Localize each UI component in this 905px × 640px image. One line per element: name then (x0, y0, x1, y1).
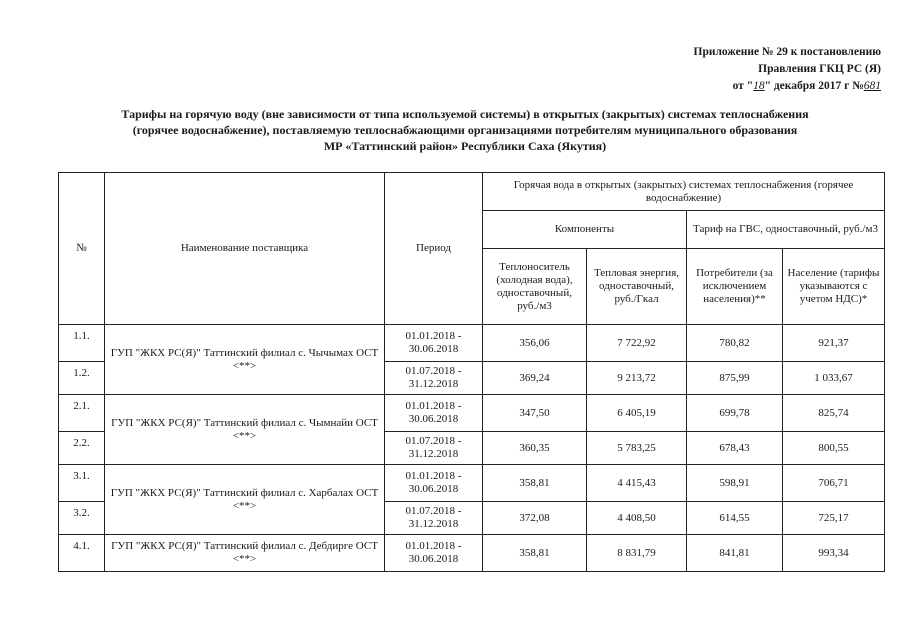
energy-value: 7 722,92 (587, 325, 687, 362)
energy-value: 4 415,43 (587, 465, 687, 502)
consumers-value: 841,81 (687, 535, 783, 572)
header-group: Горячая вода в открытых (закрытых) системах теплоснабжения (горячее водоснабжение) (483, 173, 885, 211)
table-row (59, 395, 885, 432)
population-value: 921,37 (783, 325, 885, 362)
header-supplier: Наименование поставщика (105, 173, 385, 325)
population-value: 800,55 (783, 432, 885, 465)
consumers-value: 875,99 (687, 362, 783, 395)
title-line-3: МР «Таттинский район» Республики Саха (Якутия) (323, 139, 607, 153)
period: 01.01.2018 - 30.06.2018 (385, 465, 483, 502)
decree-number: 681 (863, 80, 881, 92)
energy-value: 4 408,50 (587, 502, 687, 535)
tariff-table (58, 172, 885, 572)
coolant-value: 356,06 (483, 325, 587, 362)
document-title (60, 106, 870, 154)
population-value: 725,17 (783, 502, 885, 535)
supplier-name: ГУП "ЖКХ РС(Я)" Таттинский филиал с. Чымнайи ОСТ <**> (105, 395, 385, 465)
consumers-value: 598,91 (687, 465, 783, 502)
energy-value: 6 405,19 (587, 395, 687, 432)
row-num: 1.2. (59, 362, 105, 395)
appendix-line-2: Правления ГКЦ РС (Я) (758, 63, 881, 75)
coolant-value: 360,35 (483, 432, 587, 465)
table-row (59, 465, 885, 502)
coolant-value: 369,24 (483, 362, 587, 395)
header-consumers: Потребители (за исключением населения)** (687, 249, 783, 325)
coolant-value: 358,81 (483, 465, 587, 502)
period: 01.01.2018 - 30.06.2018 (385, 395, 483, 432)
population-value: 706,71 (783, 465, 885, 502)
population-value: 825,74 (783, 395, 885, 432)
energy-value: 8 831,79 (587, 535, 687, 572)
header-num: № (59, 173, 105, 325)
consumers-value: 614,55 (687, 502, 783, 535)
header-coolant: Теплоноситель (холодная вода), одноставочный, руб./м3 (483, 249, 587, 325)
consumers-value: 678,43 (687, 432, 783, 465)
consumers-value: 699,78 (687, 395, 783, 432)
period: 01.07.2018 - 31.12.2018 (385, 362, 483, 395)
coolant-value: 347,50 (483, 395, 587, 432)
title-line-2: (горячее водоснабжение), поставляемую теплоснабжающими организациями потребителям муниципального образования (132, 123, 798, 137)
appendix-block (561, 44, 881, 95)
energy-value: 5 783,25 (587, 432, 687, 465)
appendix-line-1: Приложение № 29 к постановлению (693, 46, 881, 58)
title-line-1: Тарифы на горячую воду (вне зависимости от типа используемой системы) в открытых (закрытых) системах теплоснабжения (121, 107, 809, 121)
period: 01.07.2018 - 31.12.2018 (385, 432, 483, 465)
supplier-name: ГУП "ЖКХ РС(Я)" Таттинский филиал с. Харбалах ОСТ <**> (105, 465, 385, 535)
table-row (59, 535, 885, 572)
supplier-name: ГУП "ЖКХ РС(Я)" Таттинский филиал с. Дебдирге ОСТ <**> (105, 535, 385, 572)
row-num: 4.1. (59, 535, 105, 572)
supplier-name: ГУП "ЖКХ РС(Я)" Таттинский филиал с. Чычымах ОСТ <**> (105, 325, 385, 395)
population-value: 1 033,67 (783, 362, 885, 395)
appendix-line-3 (561, 78, 881, 95)
table-row (59, 325, 885, 362)
date-mid: " декабря 2017 г № (764, 80, 864, 92)
header-population: Население (тарифы указываются с учетом НДС)* (783, 249, 885, 325)
row-num: 1.1. (59, 325, 105, 362)
coolant-value: 372,08 (483, 502, 587, 535)
date-day: 18 (753, 80, 765, 92)
header-tariff: Тариф на ГВС, одноставочный, руб./м3 (687, 211, 885, 249)
period: 01.01.2018 - 30.06.2018 (385, 325, 483, 362)
period: 01.07.2018 - 31.12.2018 (385, 502, 483, 535)
row-num: 3.1. (59, 465, 105, 502)
header-components: Компоненты (483, 211, 687, 249)
header-period: Период (385, 173, 483, 325)
row-num: 2.2. (59, 432, 105, 465)
header-energy: Тепловая энергия, одноставочный, руб./Гкал (587, 249, 687, 325)
period: 01.01.2018 - 30.06.2018 (385, 535, 483, 572)
date-prefix: от " (732, 80, 754, 92)
consumers-value: 780,82 (687, 325, 783, 362)
row-num: 3.2. (59, 502, 105, 535)
energy-value: 9 213,72 (587, 362, 687, 395)
coolant-value: 358,81 (483, 535, 587, 572)
row-num: 2.1. (59, 395, 105, 432)
population-value: 993,34 (783, 535, 885, 572)
